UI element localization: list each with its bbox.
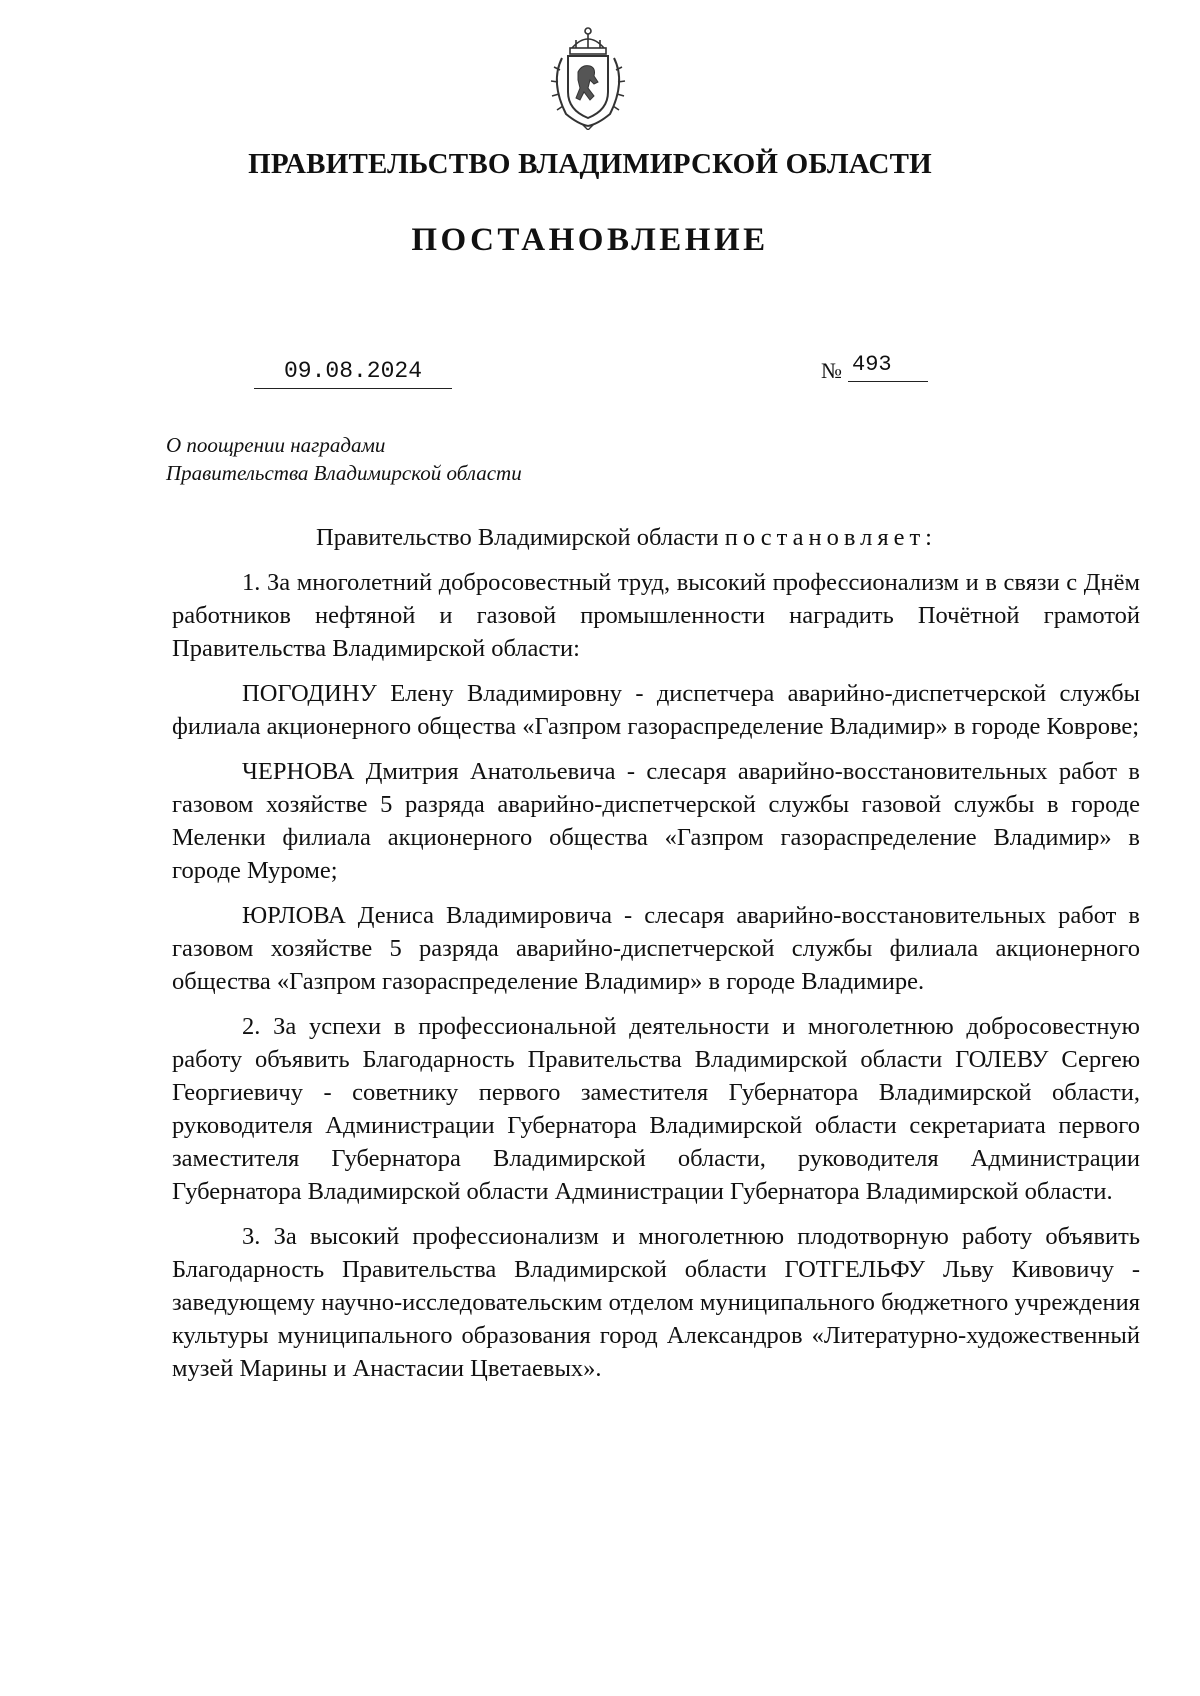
- government-name: ПРАВИТЕЛЬСТВО ВЛАДИМИРСКОЙ ОБЛАСТИ: [248, 148, 932, 180]
- coat-of-arms-icon: [532, 22, 644, 130]
- subject-line-2: Правительства Владимирской области: [166, 461, 522, 485]
- paragraph-1: 1. За многолетний добросовестный труд, высокий профессионализм и в связи с Днём работников нефтяной и газовой промышленности наградить Почётной грамотой Правительства Владимирской области:: [172, 569, 1140, 662]
- resolution-number: 493: [848, 350, 928, 382]
- resolution-date: 09.08.2024: [254, 356, 452, 389]
- document-subject: [166, 431, 522, 487]
- paragraph-1-awardee-yurlov: ЮРЛОВА Дениса Владимировича - слесаря аварийно-восстановительных работ в газовом хозяйстве 5 разряда аварийно-диспетчерской службы филиала акционерного общества «Газпром газораспределение Владимир» в городе Владимире.: [172, 902, 1140, 995]
- subject-line-1: О поощрении наградами: [166, 433, 386, 457]
- paragraph-3: 3. За высокий профессионализм и многолетнюю плодотворную работу объявить Благодарность Правительства Владимирской области ГОТГЕЛЬФУ Льву Кивовичу - заведующему научно-исследовательским отделом муниципального бюджетного учреждения культуры муниципального образования город Александров «Литературно-художественный музей Марины и Анастасии Цветаевых».: [172, 1223, 1140, 1382]
- paragraph-1-awardee-chernov: ЧЕРНОВА Дмитрия Анатольевича - слесаря аварийно-восстановительных работ в газовом хозяйстве 5 разряда аварийно-диспетчерской службы газовой службы в городе Меленки филиала акционерного общества «Газпром газораспределение Владимир» в городе Муроме;: [172, 758, 1140, 884]
- document-body: [172, 521, 1140, 1385]
- preamble-text: Правительство Владимирской области: [316, 524, 725, 551]
- preamble: [172, 521, 1140, 554]
- preamble-resolves: постановляет:: [724, 524, 937, 551]
- number-sign: №: [821, 358, 842, 383]
- paragraph-2: 2. За успехи в профессиональной деятельности и многолетнюю добросовестную работу объявить Благодарность Правительства Владимирской области ГОЛЕВУ Сергею Георгиевичу - советнику первого заместителя Губернатора Владимирской области, руководителя Администрации Губернатора Владимирской области секретариата первого заместителя Губернатора Владимирской области, руководителя Администрации Губернатора Владимирской области Администрации Губернатора Владимирской области.: [172, 1013, 1140, 1205]
- document-type-title: ПОСТАНОВЛЕНИЕ: [411, 222, 769, 258]
- paragraph-1-awardee-pogodina: ПОГОДИНУ Елену Владимировну - диспетчера аварийно-диспетчерской службы филиала акционерного общества «Газпром газораспределение Владимир» в городе Коврове;: [172, 680, 1140, 740]
